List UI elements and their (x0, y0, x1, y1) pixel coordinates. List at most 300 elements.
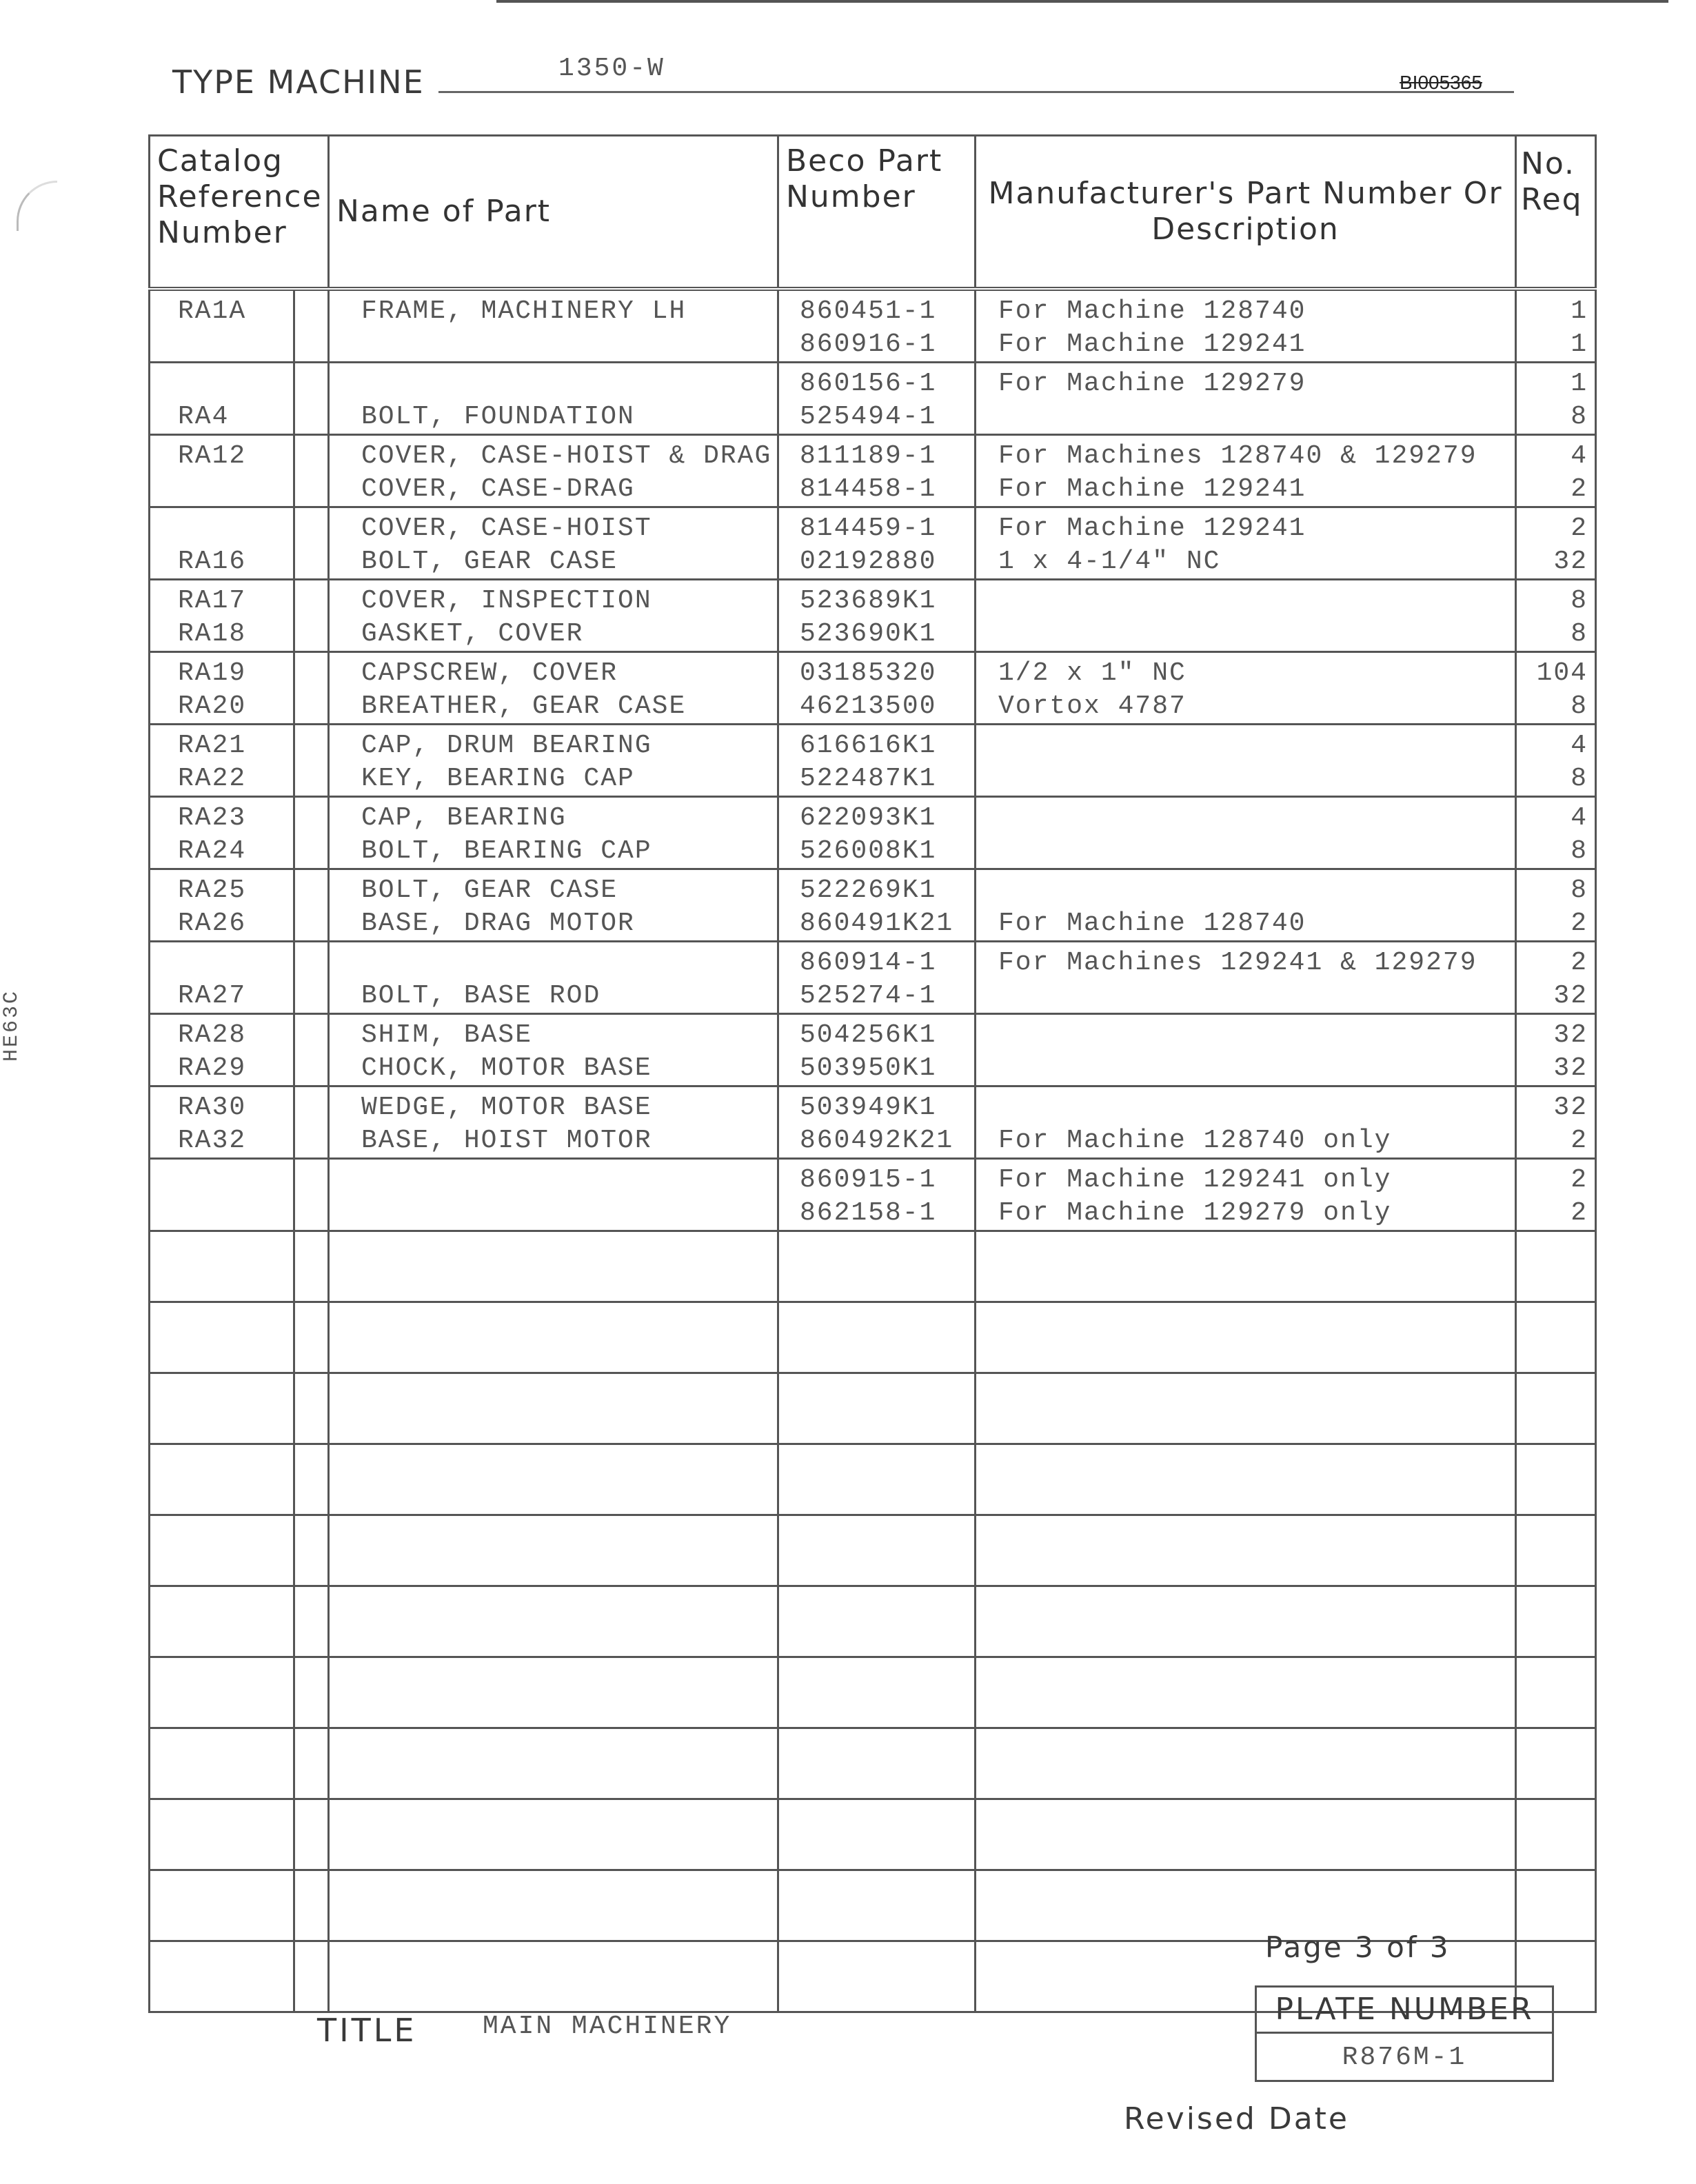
part-name-cell (329, 725, 778, 797)
beco-number-line: 860914-1 (800, 948, 937, 978)
part-name-cell (329, 652, 778, 725)
catalog-ref-cell (150, 797, 294, 869)
catalog-ref-line: RA29 (178, 1053, 247, 1083)
catalog-ref-cell (150, 652, 294, 725)
blank-cell (976, 1799, 1516, 1870)
beco-number-cell (778, 869, 976, 942)
description-line: For Machine 129241 only (998, 1165, 1392, 1195)
catalog-sub-cell (294, 869, 329, 942)
part-name-line (361, 1197, 777, 1230)
quantity-line: 4 (1571, 803, 1588, 833)
blank-cell (1516, 1515, 1596, 1586)
beco-number-line: 862158-1 (800, 1198, 937, 1228)
plate-number-value: R876M-1 (1342, 2043, 1467, 2072)
blank-cell (294, 1657, 329, 1728)
blank-row (150, 1515, 1596, 1586)
blank-cell (329, 1728, 778, 1799)
part-name-line: BASE, HOIST MOTOR (361, 1126, 652, 1155)
table-row (150, 435, 1596, 507)
blank-cell (1516, 1586, 1596, 1657)
description-line (998, 874, 1515, 907)
quantity-line: 2 (1571, 948, 1588, 978)
part-name-line: COVER, CASE-DRAG (361, 474, 635, 504)
description-line: For Machine 129241 (998, 474, 1306, 504)
catalog-sub-cell (294, 580, 329, 652)
header-number-required: No. Req (1516, 136, 1596, 290)
quantity-line: 2 (1571, 1198, 1588, 1228)
plate-number-box (1255, 1985, 1554, 2082)
header-name-of-part: Name of Part (329, 136, 778, 290)
description-cell (976, 363, 1516, 435)
table-row (150, 1086, 1596, 1159)
catalog-ref-line: RA1A (178, 296, 247, 326)
catalog-ref-line (178, 512, 293, 545)
table-row (150, 797, 1596, 869)
beco-number-cell (778, 363, 976, 435)
blank-cell (778, 1870, 976, 1941)
blank-cell (150, 1444, 294, 1515)
revised-date-label: Revised Date (1124, 2101, 1350, 2136)
catalog-ref-cell (150, 580, 294, 652)
catalog-ref-cell (150, 1159, 294, 1231)
catalog-sub-cell (294, 942, 329, 1014)
blank-cell (150, 1941, 294, 2012)
blank-cell (150, 1657, 294, 1728)
blank-cell (1516, 1302, 1596, 1373)
description-cell (976, 725, 1516, 797)
blank-cell (329, 1657, 778, 1728)
catalog-ref-line: RA27 (178, 981, 247, 1011)
part-name-line (361, 1164, 777, 1197)
catalog-ref-line: RA21 (178, 731, 247, 760)
quantity-cell (1516, 797, 1596, 869)
catalog-ref-cell (150, 507, 294, 580)
beco-number-line: 46213500 (800, 691, 937, 721)
binder-hole-mark (17, 181, 57, 231)
table-row (150, 869, 1596, 942)
catalog-ref-line: RA19 (178, 658, 247, 688)
part-name-line: KEY, BEARING CAP (361, 764, 635, 793)
description-cell (976, 1159, 1516, 1231)
table-row (150, 1014, 1596, 1086)
catalog-ref-line: RA17 (178, 586, 247, 616)
part-name-cell (329, 580, 778, 652)
beco-number-line: 525494-1 (800, 402, 937, 432)
description-line (998, 729, 1515, 762)
beco-number-line: 860916-1 (800, 330, 937, 359)
blank-cell (294, 1444, 329, 1515)
catalog-ref-line: RA26 (178, 909, 247, 938)
description-cell (976, 942, 1516, 1014)
beco-number-cell (778, 942, 976, 1014)
part-name-line: BOLT, GEAR CASE (361, 547, 618, 576)
catalog-ref-cell (150, 869, 294, 942)
beco-number-line: 02192880 (800, 547, 937, 576)
part-name-line: CAPSCREW, COVER (361, 658, 618, 688)
catalog-ref-line: RA20 (178, 691, 247, 721)
description-line: 1/2 x 1" NC (998, 658, 1187, 688)
blank-row (150, 1799, 1596, 1870)
part-name-line: BOLT, BASE ROD (361, 981, 601, 1011)
description-line (998, 835, 1515, 868)
beco-number-cell (778, 435, 976, 507)
description-cell (976, 289, 1516, 363)
description-line: For Machine 128740 (998, 909, 1306, 938)
part-name-line: BASE, DRAG MOTOR (361, 909, 635, 938)
blank-cell (976, 1373, 1516, 1444)
part-name-cell (329, 797, 778, 869)
type-machine-underline (438, 91, 1514, 93)
quantity-line: 2 (1571, 909, 1588, 938)
description-cell (976, 869, 1516, 942)
description-cell (976, 435, 1516, 507)
blank-cell (329, 1231, 778, 1302)
part-name-line: FRAME, MACHINERY LH (361, 296, 687, 326)
blank-cell (294, 1728, 329, 1799)
description-line (998, 585, 1515, 618)
beco-number-line: 503949K1 (800, 1093, 937, 1122)
description-line: For Machine 128740 only (998, 1126, 1392, 1155)
quantity-cell (1516, 1014, 1596, 1086)
blank-cell (329, 1870, 778, 1941)
description-cell (976, 797, 1516, 869)
part-name-cell (329, 1014, 778, 1086)
table-row (150, 942, 1596, 1014)
quantity-line: 1 (1571, 296, 1588, 326)
blank-cell (976, 1586, 1516, 1657)
document-code: BI005365 (1400, 72, 1482, 93)
blank-cell (329, 1941, 778, 2012)
header-beco-part-number: Beco Part Number (778, 136, 976, 290)
part-name-line (361, 947, 777, 980)
beco-number-line: 522487K1 (800, 764, 937, 793)
blank-cell (778, 1586, 976, 1657)
description-line (998, 1019, 1515, 1052)
blank-cell (329, 1444, 778, 1515)
part-name-line: SHIM, BASE (361, 1020, 533, 1050)
blank-cell (778, 1444, 976, 1515)
beco-number-line: 860492K21 (800, 1126, 954, 1155)
catalog-ref-line: RA24 (178, 836, 247, 866)
catalog-ref-line (178, 947, 293, 980)
description-line (998, 762, 1515, 796)
blank-cell (294, 1373, 329, 1444)
blank-row (150, 1586, 1596, 1657)
header-manufacturer-part-number: Manufacturer's Part Number Or Description (976, 136, 1516, 290)
quantity-cell (1516, 580, 1596, 652)
catalog-ref-line: RA12 (178, 441, 247, 471)
part-name-line (361, 367, 777, 401)
part-name-line: BOLT, BEARING CAP (361, 836, 652, 866)
blank-cell (150, 1302, 294, 1373)
quantity-line: 8 (1571, 876, 1588, 905)
description-cell (976, 1086, 1516, 1159)
blank-row (150, 1373, 1596, 1444)
quantity-line: 8 (1571, 764, 1588, 793)
title-value: MAIN MACHINERY (483, 2012, 732, 2041)
catalog-ref-line (178, 367, 293, 401)
description-line (998, 1091, 1515, 1124)
blank-cell (778, 1657, 976, 1728)
quantity-line: 2 (1571, 514, 1588, 543)
catalog-ref-cell (150, 363, 294, 435)
description-line: For Machines 128740 & 129279 (998, 441, 1477, 471)
description-line: Vortox 4787 (998, 691, 1187, 721)
part-name-line: CHOCK, MOTOR BASE (361, 1053, 652, 1083)
blank-cell (150, 1231, 294, 1302)
beco-number-line: 523690K1 (800, 619, 937, 649)
quantity-line: 2 (1571, 1165, 1588, 1195)
catalog-ref-line (178, 473, 293, 506)
beco-number-cell (778, 507, 976, 580)
quantity-line: 4 (1571, 441, 1588, 471)
beco-number-cell (778, 725, 976, 797)
quantity-cell (1516, 652, 1596, 725)
beco-number-cell (778, 1086, 976, 1159)
blank-cell (150, 1373, 294, 1444)
blank-cell (150, 1728, 294, 1799)
blank-cell (150, 1515, 294, 1586)
blank-cell (1516, 1444, 1596, 1515)
plate-number-label: PLATE NUMBER (1257, 1988, 1552, 2034)
quantity-line: 8 (1571, 619, 1588, 649)
blank-cell (150, 1799, 294, 1870)
blank-cell (150, 1586, 294, 1657)
table-row (150, 725, 1596, 797)
title-label: TITLE (317, 2012, 417, 2049)
catalog-ref-cell (150, 435, 294, 507)
blank-cell (1516, 1373, 1596, 1444)
blank-cell (329, 1373, 778, 1444)
catalog-sub-cell (294, 435, 329, 507)
header-catalog-reference: Catalog Reference Number (150, 136, 329, 290)
blank-row (150, 1444, 1596, 1515)
part-name-cell (329, 289, 778, 363)
parts-table (148, 134, 1597, 2013)
quantity-line: 2 (1571, 474, 1588, 504)
beco-number-line: 622093K1 (800, 803, 937, 833)
part-name-cell (329, 435, 778, 507)
beco-number-line: 860491K21 (800, 909, 954, 938)
part-name-cell (329, 363, 778, 435)
blank-cell (976, 1444, 1516, 1515)
part-name-line (361, 328, 777, 361)
part-name-cell (329, 1159, 778, 1231)
blank-row (150, 1657, 1596, 1728)
beco-number-line: 523689K1 (800, 586, 937, 616)
blank-cell (294, 1870, 329, 1941)
catalog-ref-line (178, 328, 293, 361)
blank-cell (1516, 1870, 1596, 1941)
page-indicator: Page 3 of 3 (1265, 1930, 1451, 1964)
catalog-ref-line (178, 1164, 293, 1197)
catalog-ref-line: RA18 (178, 619, 247, 649)
catalog-ref-line: RA16 (178, 547, 247, 576)
parts-table-header-row (150, 136, 1596, 290)
quantity-line: 32 (1553, 1053, 1588, 1083)
catalog-sub-cell (294, 363, 329, 435)
blank-cell (778, 1373, 976, 1444)
quantity-cell (1516, 363, 1596, 435)
parts-table-body (150, 289, 1596, 2012)
beco-number-line: 616616K1 (800, 731, 937, 760)
blank-cell (294, 1515, 329, 1586)
beco-number-cell (778, 289, 976, 363)
catalog-sub-cell (294, 507, 329, 580)
description-cell (976, 652, 1516, 725)
blank-cell (294, 1941, 329, 2012)
blank-cell (1516, 1799, 1596, 1870)
catalog-ref-line: RA30 (178, 1093, 247, 1122)
blank-cell (778, 1231, 976, 1302)
part-name-cell (329, 869, 778, 942)
catalog-ref-cell (150, 942, 294, 1014)
beco-number-line: 503950K1 (800, 1053, 937, 1083)
catalog-ref-line: RA23 (178, 803, 247, 833)
quantity-cell (1516, 869, 1596, 942)
description-line: For Machine 129241 (998, 330, 1306, 359)
table-row (150, 1159, 1596, 1231)
blank-cell (329, 1586, 778, 1657)
description-line: For Machine 129279 only (998, 1198, 1392, 1228)
quantity-cell (1516, 942, 1596, 1014)
quantity-line: 8 (1571, 836, 1588, 866)
beco-number-line: 03185320 (800, 658, 937, 688)
blank-cell (150, 1870, 294, 1941)
blank-cell (778, 1302, 976, 1373)
catalog-ref-cell (150, 725, 294, 797)
quantity-cell (1516, 507, 1596, 580)
beco-number-cell (778, 652, 976, 725)
blank-cell (294, 1302, 329, 1373)
part-name-line: CAP, DRUM BEARING (361, 731, 652, 760)
description-line (998, 1052, 1515, 1085)
catalog-ref-cell (150, 289, 294, 363)
blank-row (150, 1231, 1596, 1302)
quantity-cell (1516, 1159, 1596, 1231)
catalog-sub-cell (294, 1086, 329, 1159)
beco-number-line: 860915-1 (800, 1165, 937, 1195)
description-line (998, 802, 1515, 835)
blank-cell (778, 1941, 976, 2012)
quantity-line: 32 (1553, 547, 1588, 576)
beco-number-line: 811189-1 (800, 441, 937, 471)
table-row (150, 289, 1596, 363)
quantity-line: 1 (1571, 330, 1588, 359)
description-line (998, 618, 1515, 651)
beco-number-line: 504256K1 (800, 1020, 937, 1050)
part-name-line: COVER, CASE-HOIST & DRAG (361, 441, 772, 471)
description-cell (976, 580, 1516, 652)
part-name-line: BOLT, FOUNDATION (361, 402, 635, 432)
catalog-sub-cell (294, 725, 329, 797)
table-row (150, 652, 1596, 725)
description-line: For Machine 129241 (998, 514, 1306, 543)
description-cell (976, 507, 1516, 580)
description-cell (976, 1014, 1516, 1086)
description-line (998, 401, 1515, 434)
quantity-line: 32 (1553, 1093, 1588, 1122)
quantity-line: 8 (1571, 402, 1588, 432)
description-line: 1 x 4-1/4" NC (998, 547, 1221, 576)
part-name-line: WEDGE, MOTOR BASE (361, 1093, 652, 1122)
part-name-line: COVER, INSPECTION (361, 586, 652, 616)
quantity-line: 8 (1571, 586, 1588, 616)
blank-cell (778, 1799, 976, 1870)
beco-number-line: 814458-1 (800, 474, 937, 504)
type-machine-label: TYPE MACHINE (172, 63, 425, 101)
part-name-line: CAP, BEARING (361, 803, 567, 833)
blank-cell (329, 1515, 778, 1586)
beco-number-cell (778, 1159, 976, 1231)
blank-cell (294, 1231, 329, 1302)
type-machine-value: 1350-W (558, 54, 665, 83)
beco-number-cell (778, 580, 976, 652)
beco-number-line: 860156-1 (800, 369, 937, 398)
beco-number-line: 522269K1 (800, 876, 937, 905)
table-row (150, 507, 1596, 580)
description-line (998, 980, 1515, 1013)
blank-row (150, 1302, 1596, 1373)
beco-number-line: 814459-1 (800, 514, 937, 543)
part-name-line: BREATHER, GEAR CASE (361, 691, 687, 721)
quantity-line: 1 (1571, 369, 1588, 398)
blank-cell (778, 1728, 976, 1799)
part-name-cell (329, 942, 778, 1014)
blank-cell (976, 1302, 1516, 1373)
catalog-ref-line: RA25 (178, 876, 247, 905)
catalog-ref-cell (150, 1014, 294, 1086)
blank-cell (329, 1799, 778, 1870)
description-line: For Machines 129241 & 129279 (998, 948, 1477, 978)
quantity-cell (1516, 725, 1596, 797)
blank-cell (976, 1657, 1516, 1728)
beco-number-line: 525274-1 (800, 981, 937, 1011)
beco-number-cell (778, 797, 976, 869)
quantity-line: 8 (1571, 691, 1588, 721)
blank-cell (294, 1586, 329, 1657)
quantity-cell (1516, 1086, 1596, 1159)
blank-cell (976, 1231, 1516, 1302)
beco-number-line: 526008K1 (800, 836, 937, 866)
blank-row (150, 1728, 1596, 1799)
blank-cell (1516, 1231, 1596, 1302)
quantity-cell (1516, 289, 1596, 363)
top-edge-rule (496, 0, 1668, 3)
catalog-sub-cell (294, 797, 329, 869)
catalog-ref-line: RA32 (178, 1126, 247, 1155)
catalog-sub-cell (294, 289, 329, 363)
catalog-ref-line: RA28 (178, 1020, 247, 1050)
table-row (150, 363, 1596, 435)
description-line: For Machine 128740 (998, 296, 1306, 326)
margin-note: HE63C (0, 989, 23, 1062)
quantity-line: 4 (1571, 731, 1588, 760)
quantity-cell (1516, 435, 1596, 507)
quantity-line: 104 (1536, 658, 1588, 688)
catalog-ref-line (178, 1197, 293, 1230)
blank-cell (329, 1302, 778, 1373)
catalog-ref-line: RA22 (178, 764, 247, 793)
catalog-sub-cell (294, 1159, 329, 1231)
blank-cell (976, 1515, 1516, 1586)
description-line: For Machine 129279 (998, 369, 1306, 398)
beco-number-cell (778, 1014, 976, 1086)
part-name-cell (329, 1086, 778, 1159)
quantity-line: 32 (1553, 981, 1588, 1011)
part-name-line: BOLT, GEAR CASE (361, 876, 618, 905)
catalog-ref-cell (150, 1086, 294, 1159)
